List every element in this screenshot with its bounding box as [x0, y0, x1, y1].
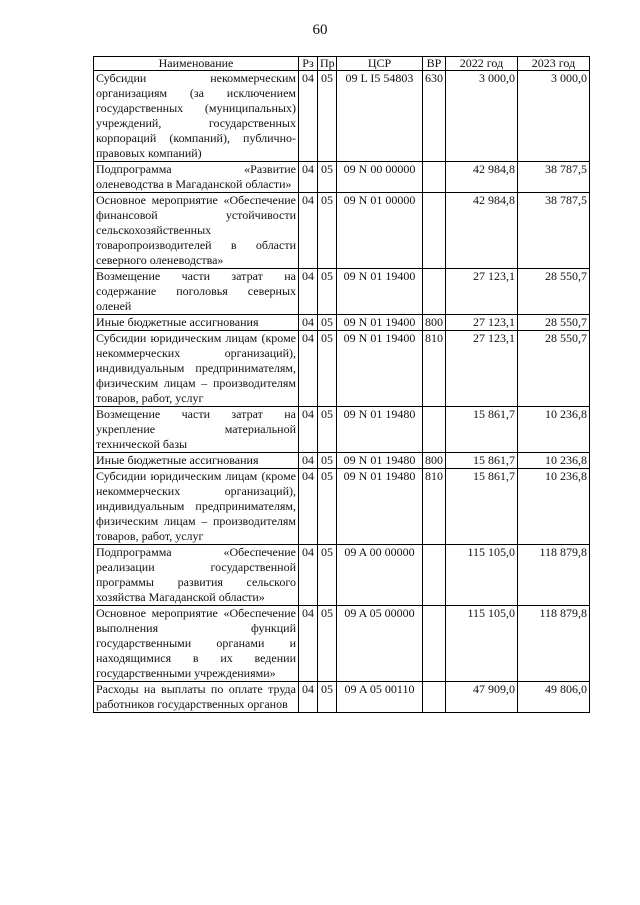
cell-2023: 28 550,7	[518, 331, 590, 407]
cell-2022: 3 000,0	[446, 71, 518, 162]
cell-vr	[423, 407, 446, 453]
cell-csr: 09 A 00 00000	[337, 545, 423, 606]
table-row	[94, 315, 590, 331]
cell-pr: 05	[318, 407, 337, 453]
cell-2023: 28 550,7	[518, 269, 590, 315]
table-row	[94, 453, 590, 469]
cell-csr: 09 L I5 54803	[337, 71, 423, 162]
cell-2022: 27 123,1	[446, 331, 518, 407]
cell-vr: 800	[423, 453, 446, 469]
cell-vr	[423, 545, 446, 606]
cell-name: Субсидии юридическим лицам (кроме некоммерческих организаций), индивидуальным предпринимателям, физическим лицам – производителям товаров, работ, услуг	[94, 469, 299, 545]
cell-csr: 09 N 00 00000	[337, 162, 423, 193]
header-vr: ВР	[423, 57, 446, 71]
cell-rz: 04	[299, 315, 318, 331]
cell-name: Субсидии некоммерческим организациям (за исключением государственных (муниципальных) учреждений, государственных корпораций (компаний), публично-правовых компаний)	[94, 71, 299, 162]
table-row	[94, 193, 590, 269]
header-rz: Рз	[299, 57, 318, 71]
cell-rz: 04	[299, 193, 318, 269]
header-name: Наименование	[94, 57, 299, 71]
cell-pr: 05	[318, 315, 337, 331]
cell-name: Подпрограмма «Обеспечение реализации государственной программы развития сельского хозяйства Магаданской области»	[94, 545, 299, 606]
cell-2022: 47 909,0	[446, 682, 518, 713]
cell-2022: 15 861,7	[446, 407, 518, 453]
cell-csr: 09 N 01 19480	[337, 407, 423, 453]
cell-2023: 118 879,8	[518, 606, 590, 682]
cell-vr	[423, 162, 446, 193]
cell-csr: 09 A 05 00000	[337, 606, 423, 682]
cell-csr: 09 N 01 19400	[337, 315, 423, 331]
cell-rz: 04	[299, 162, 318, 193]
cell-2022: 27 123,1	[446, 269, 518, 315]
table-header	[94, 57, 590, 71]
cell-2023: 10 236,8	[518, 469, 590, 545]
cell-pr: 05	[318, 469, 337, 545]
cell-rz: 04	[299, 71, 318, 162]
cell-2023: 10 236,8	[518, 453, 590, 469]
cell-rz: 04	[299, 545, 318, 606]
cell-vr	[423, 269, 446, 315]
cell-2023: 118 879,8	[518, 545, 590, 606]
cell-pr: 05	[318, 331, 337, 407]
table-row	[94, 682, 590, 713]
cell-name: Возмещение части затрат на укрепление материальной технической базы	[94, 407, 299, 453]
cell-2022: 115 105,0	[446, 606, 518, 682]
cell-2022: 42 984,8	[446, 162, 518, 193]
cell-rz: 04	[299, 269, 318, 315]
header-pr: Пр	[318, 57, 337, 71]
cell-2022: 115 105,0	[446, 545, 518, 606]
cell-rz: 04	[299, 331, 318, 407]
cell-rz: 04	[299, 682, 318, 713]
table-row	[94, 162, 590, 193]
table-body	[94, 71, 590, 713]
cell-vr: 810	[423, 469, 446, 545]
cell-csr: 09 N 01 19480	[337, 453, 423, 469]
cell-csr: 09 N 01 19400	[337, 331, 423, 407]
header-2022: 2022 год	[446, 57, 518, 71]
table-row	[94, 71, 590, 162]
table-row	[94, 606, 590, 682]
cell-csr: 09 A 05 00110	[337, 682, 423, 713]
cell-vr	[423, 193, 446, 269]
cell-vr: 630	[423, 71, 446, 162]
header-row	[94, 57, 590, 71]
table-row	[94, 331, 590, 407]
cell-2022: 15 861,7	[446, 469, 518, 545]
table-row	[94, 469, 590, 545]
cell-vr	[423, 682, 446, 713]
cell-2022: 15 861,7	[446, 453, 518, 469]
cell-name: Возмещение части затрат на содержание поголовья северных оленей	[94, 269, 299, 315]
cell-name: Подпрограмма «Развитие оленеводства в Магаданской области»	[94, 162, 299, 193]
cell-pr: 05	[318, 269, 337, 315]
cell-csr: 09 N 01 00000	[337, 193, 423, 269]
page-number: 60	[312, 22, 328, 38]
cell-2023: 38 787,5	[518, 162, 590, 193]
cell-pr: 05	[318, 71, 337, 162]
cell-rz: 04	[299, 407, 318, 453]
cell-name: Основное мероприятие «Обеспечение выполнения функций государственными органами и находящимися в их ведении государственными учреждениями»	[94, 606, 299, 682]
cell-name: Расходы на выплаты по оплате труда работников государственных органов	[94, 682, 299, 713]
cell-csr: 09 N 01 19400	[337, 269, 423, 315]
cell-vr: 810	[423, 331, 446, 407]
cell-2023: 28 550,7	[518, 315, 590, 331]
cell-name: Основное мероприятие «Обеспечение финансовой устойчивости сельскохозяйственных товаропроизводителей в области северного оленеводства»	[94, 193, 299, 269]
cell-2023: 3 000,0	[518, 71, 590, 162]
cell-2023: 49 806,0	[518, 682, 590, 713]
cell-2022: 27 123,1	[446, 315, 518, 331]
cell-vr: 800	[423, 315, 446, 331]
table-row	[94, 269, 590, 315]
cell-pr: 05	[318, 682, 337, 713]
cell-2023: 10 236,8	[518, 407, 590, 453]
header-csr: ЦСР	[337, 57, 423, 71]
cell-pr: 05	[318, 606, 337, 682]
header-2023: 2023 год	[518, 57, 590, 71]
cell-pr: 05	[318, 453, 337, 469]
table-row	[94, 407, 590, 453]
table-row	[94, 545, 590, 606]
cell-name: Субсидии юридическим лицам (кроме некоммерческих организаций), индивидуальным предпринимателям, физическим лицам – производителям товаров, работ, услуг	[94, 331, 299, 407]
cell-rz: 04	[299, 469, 318, 545]
cell-pr: 05	[318, 162, 337, 193]
cell-pr: 05	[318, 545, 337, 606]
cell-pr: 05	[318, 193, 337, 269]
cell-name: Иные бюджетные ассигнования	[94, 453, 299, 469]
cell-rz: 04	[299, 453, 318, 469]
cell-name: Иные бюджетные ассигнования	[94, 315, 299, 331]
cell-rz: 04	[299, 606, 318, 682]
cell-2022: 42 984,8	[446, 193, 518, 269]
cell-2023: 38 787,5	[518, 193, 590, 269]
cell-vr	[423, 606, 446, 682]
budget-table	[93, 56, 590, 713]
cell-csr: 09 N 01 19480	[337, 469, 423, 545]
